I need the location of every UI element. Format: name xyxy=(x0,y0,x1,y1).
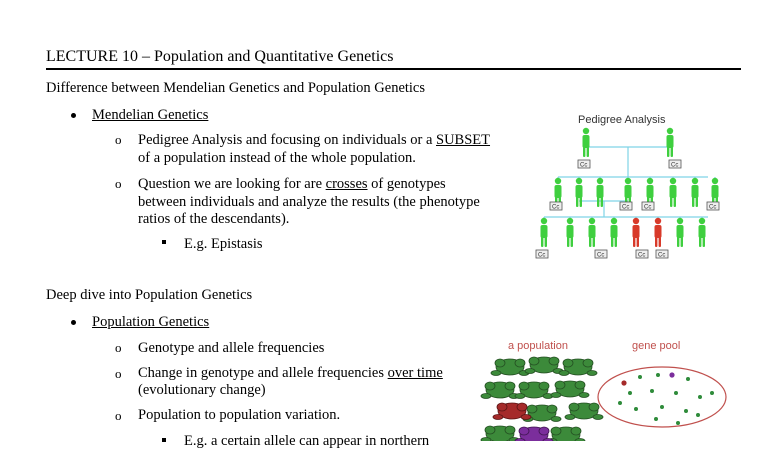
svg-text:Cc: Cc xyxy=(552,204,560,211)
deep-dive-text: Deep dive into Population Genetics xyxy=(46,287,253,303)
circle-bullet: o xyxy=(115,340,122,355)
lecture-title: LECTURE 10 – Population and Quantitative Genetics xyxy=(46,48,394,65)
list-item-text: Pedigree Analysis and focusing on individuals or a xyxy=(138,132,437,148)
title-rule xyxy=(46,68,741,70)
pedigree-title: Pedigree Analysis xyxy=(578,114,666,126)
svg-text:Cc: Cc xyxy=(538,252,546,259)
purple-allele-dot xyxy=(669,372,674,377)
list-item-continued: of a population instead of the whole population. xyxy=(138,150,416,166)
purple-frog xyxy=(515,427,553,441)
list-item-continued: (evolutionary change) xyxy=(138,382,266,398)
list-item-continued: ratios of the descendants). xyxy=(138,211,290,227)
list-item-text: Question we are looking for are xyxy=(138,176,326,192)
intro-text: Difference between Mendelian Genetics and Population Genetics xyxy=(46,80,426,96)
circle-bullet: o xyxy=(115,132,122,147)
svg-text:Cc: Cc xyxy=(597,252,605,259)
list-item-text: Change in genotype and allele frequencies xyxy=(138,365,388,381)
circle-bullet: o xyxy=(115,366,122,381)
square-bullet xyxy=(162,240,166,244)
sub-list-item: E.g. Epistasis xyxy=(184,236,263,252)
list-item-emphasis: SUBSET xyxy=(436,132,491,148)
population-figure xyxy=(480,335,740,441)
square-bullet xyxy=(162,438,166,442)
svg-text:Cc: Cc xyxy=(644,204,652,211)
gene-pool-ellipse xyxy=(598,367,726,427)
svg-text:Cc: Cc xyxy=(658,252,666,259)
list-item-emphasis: over time xyxy=(387,365,443,381)
list-item xyxy=(138,364,443,382)
list-item xyxy=(138,175,446,193)
svg-text:Cc: Cc xyxy=(709,204,717,211)
list-item-text: of genotypes xyxy=(367,176,446,192)
list-item: Population to population variation. xyxy=(138,407,341,423)
svg-text:Cc: Cc xyxy=(671,162,679,169)
gene-pool-dots xyxy=(618,373,714,425)
circle-bullet: o xyxy=(115,408,122,423)
pedigree-people xyxy=(541,128,719,247)
red-allele-dot xyxy=(621,380,626,385)
gene-pool-label: gene pool xyxy=(632,340,681,352)
list-item: Genotype and allele frequencies xyxy=(138,340,325,356)
pedigree-affected xyxy=(633,218,662,247)
section-heading-population: Population Genetics xyxy=(92,314,210,330)
svg-text:Cc: Cc xyxy=(622,204,630,211)
population-label: a population xyxy=(508,340,568,352)
pedigree-figure xyxy=(530,105,730,265)
sub-list-item: E.g. a certain allele can appear in northern xyxy=(184,433,430,449)
section-heading-mendelian: Mendelian Genetics xyxy=(92,107,209,123)
list-item xyxy=(138,131,490,149)
list-item-continued: between individuals and analyze the results (the phenotype xyxy=(138,194,480,210)
bullet xyxy=(71,113,76,118)
list-item-emphasis: crosses xyxy=(325,176,368,192)
svg-text:Cc: Cc xyxy=(638,252,646,259)
red-frog xyxy=(493,403,531,420)
svg-text:Cc: Cc xyxy=(580,162,588,169)
bullet xyxy=(71,320,76,325)
circle-bullet: o xyxy=(115,176,122,191)
